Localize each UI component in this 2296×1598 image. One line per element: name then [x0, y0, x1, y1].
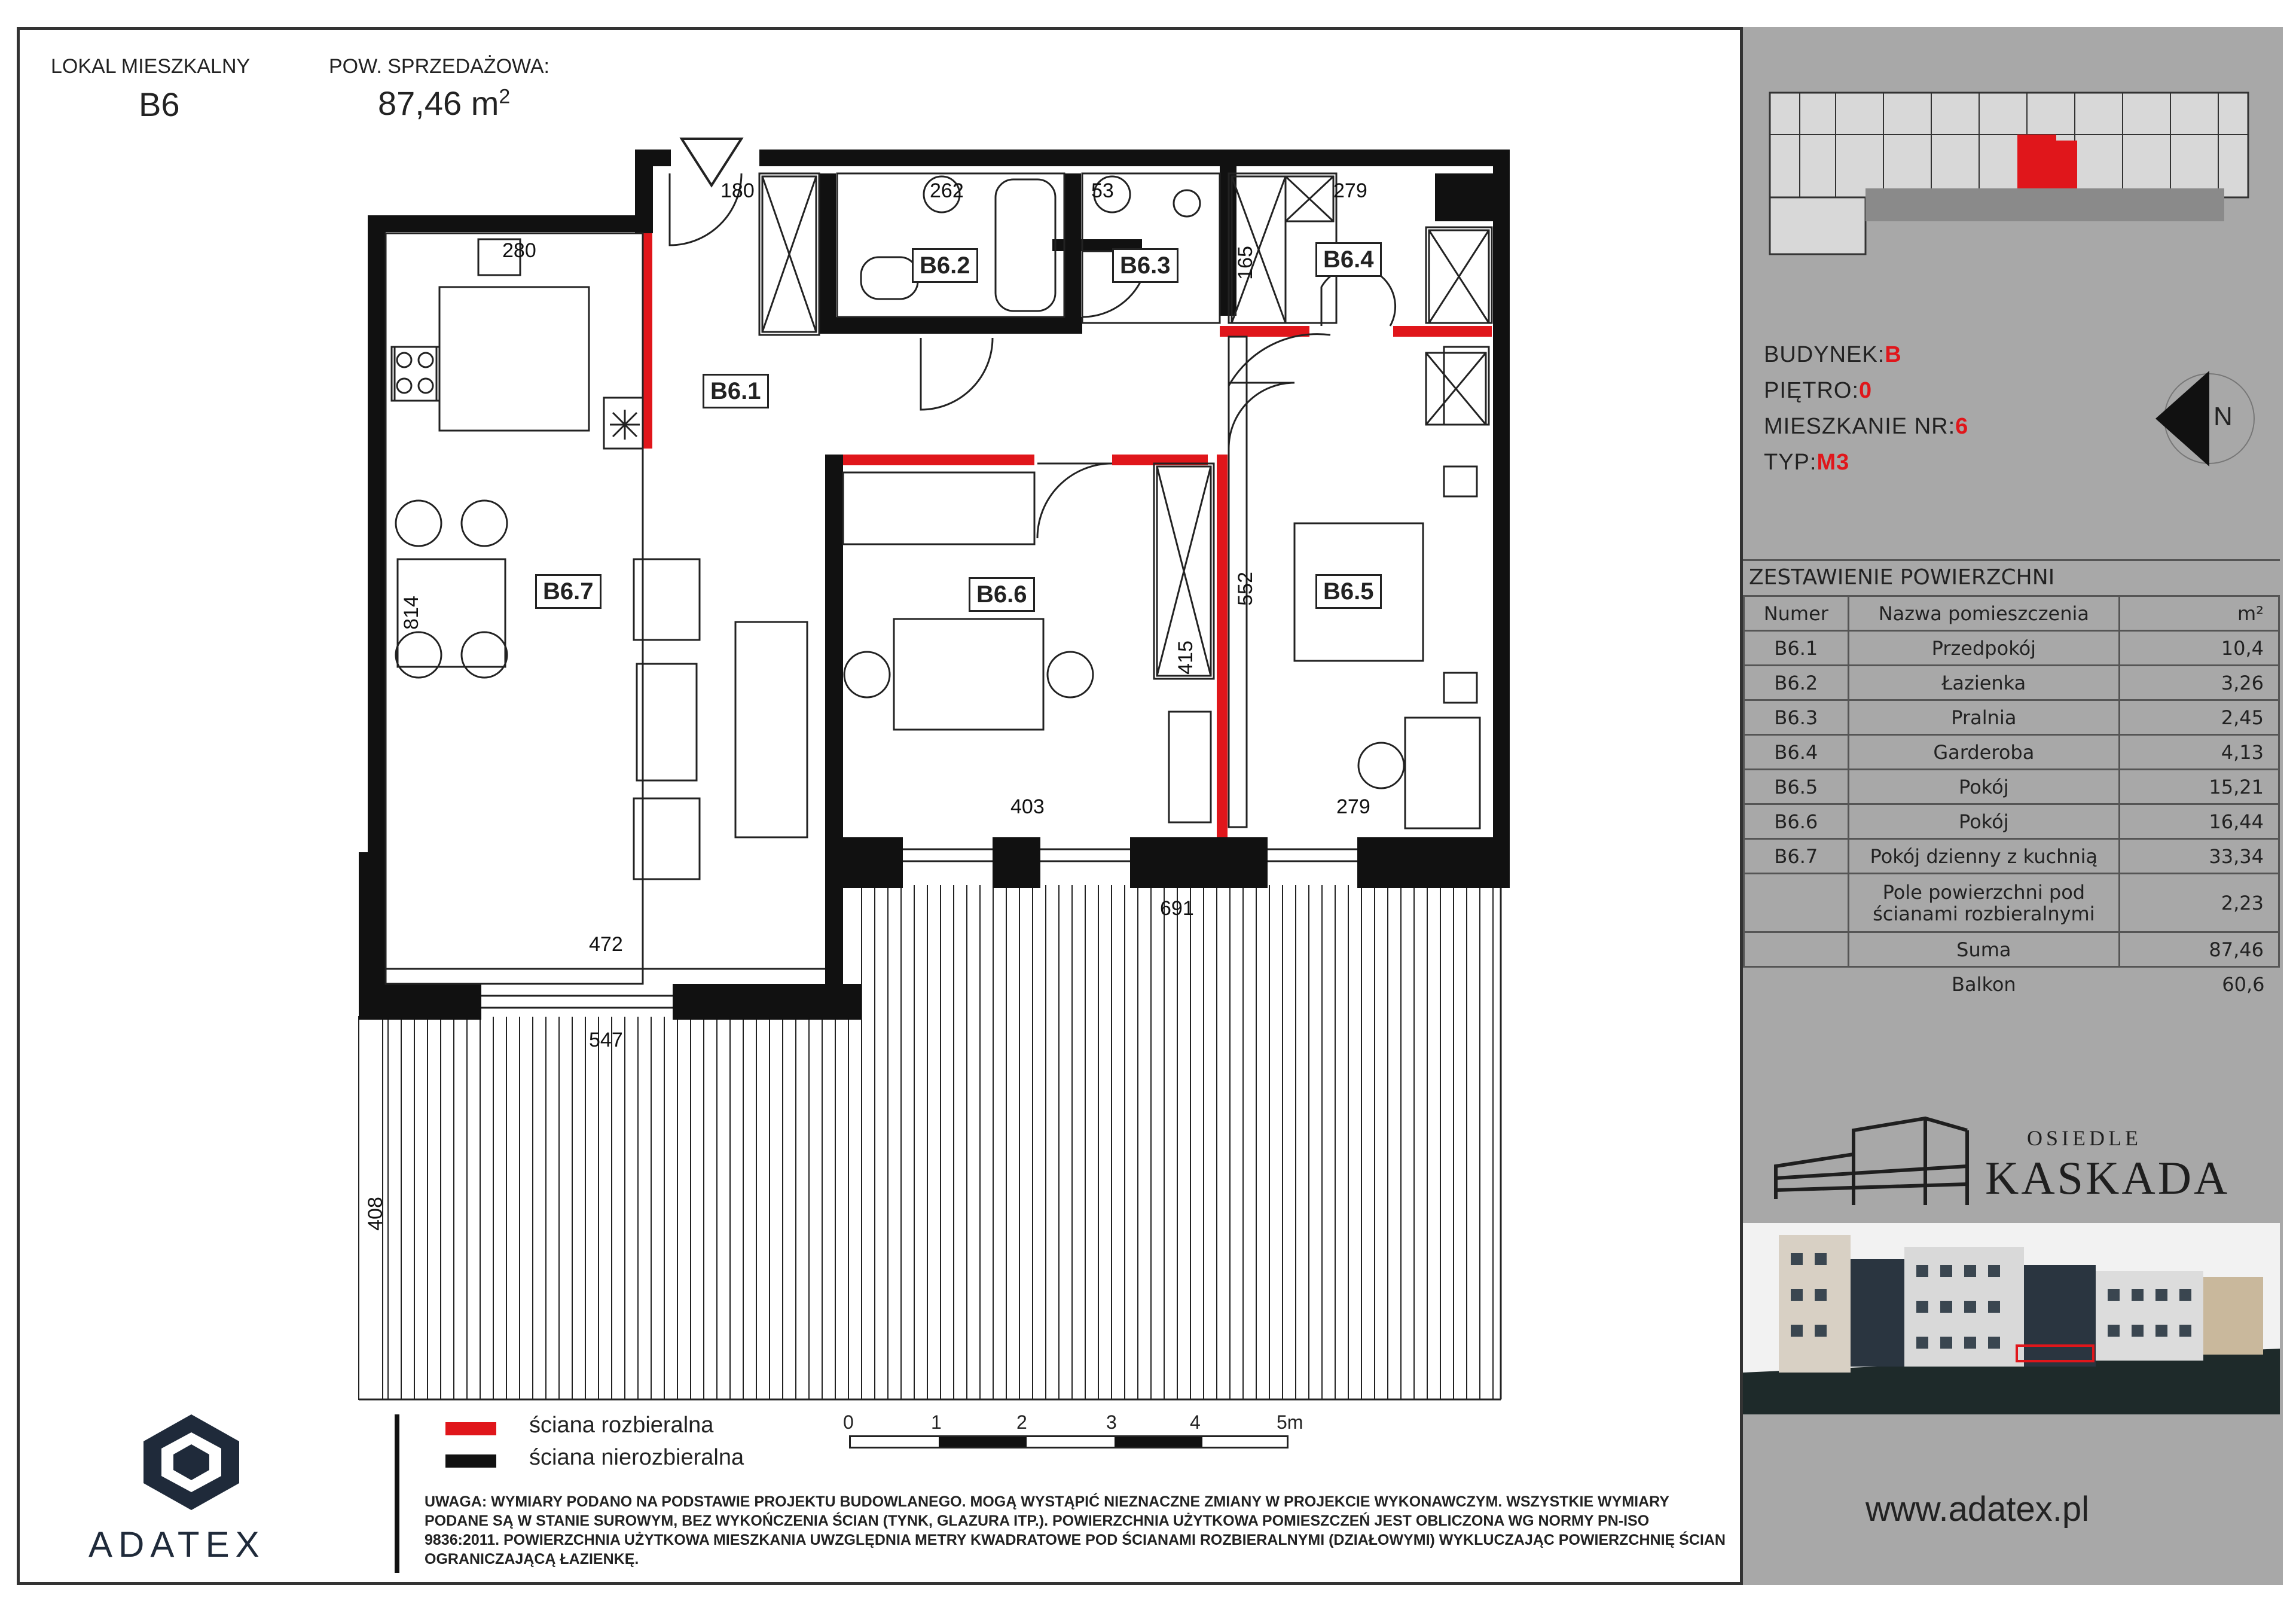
dim-691: 691: [1160, 897, 1194, 920]
unit-id: B6: [139, 86, 180, 123]
col-unit: m²: [2120, 596, 2279, 631]
scale-label-4: 4: [1190, 1411, 1201, 1433]
table-row: [1744, 874, 2279, 932]
legend-non-removable-swatch: [445, 1454, 496, 1468]
dim-408: 408: [364, 1197, 387, 1231]
dim-165: 165: [1234, 246, 1257, 280]
doors: [670, 173, 1396, 538]
scale-label-0: 0: [843, 1411, 854, 1433]
legend-divider: [395, 1414, 399, 1573]
row-value: 10,4: [2120, 631, 2279, 666]
north-label: N: [2213, 402, 2233, 431]
row-value: 3,26: [2120, 666, 2279, 700]
row-value: 15,21: [2120, 770, 2279, 804]
legend-removable-swatch: [445, 1422, 496, 1435]
legend-non-removable-label: ściana nierozbieralna: [529, 1445, 744, 1470]
sum-label: Suma: [1848, 932, 2119, 967]
table-row: [1744, 770, 2279, 804]
table-row-balcony: [1744, 967, 2279, 1001]
row-number: [1744, 874, 1849, 932]
dim-403: 403: [1010, 795, 1045, 818]
info-building-value: B: [1885, 342, 1902, 367]
info-floor-value: 0: [1859, 378, 1873, 403]
col-number: Numer: [1744, 596, 1849, 631]
col-name: Nazwa pomieszczenia: [1848, 596, 2119, 631]
room-label-b67: B6.7: [535, 574, 602, 609]
row-name: Pokój: [1848, 804, 2119, 839]
info-building-label: BUDYNEK:: [1764, 342, 1885, 367]
info-floor-label: PIĘTRO:: [1764, 378, 1860, 403]
company-name: ADATEX: [88, 1524, 265, 1565]
row-number: B6.5: [1744, 770, 1849, 804]
area-value-sup: 2: [499, 85, 511, 108]
dim-814: 814: [399, 596, 423, 630]
dim-53: 53: [1091, 179, 1114, 202]
unit-label: LOKAL MIESZKALNY: [51, 55, 251, 78]
room-label-b61: B6.1: [703, 374, 769, 408]
room-label-b62: B6.2: [912, 248, 978, 283]
info-building: [1764, 342, 1902, 368]
scale-bar-segment: [1115, 1437, 1202, 1447]
table-row: [1744, 804, 2279, 839]
row-value: 2,23: [2120, 874, 2279, 932]
dim-180: 180: [720, 179, 755, 202]
scale-label-2: 2: [1016, 1411, 1027, 1433]
row-name: Pole powierzchni pod ścianami rozbieralnymi: [1848, 874, 2119, 932]
row-name: Pokój: [1848, 770, 2119, 804]
ventilation-icon: [610, 410, 640, 440]
balcony: [359, 885, 1501, 1399]
area-table-header: [1744, 596, 2279, 631]
row-number: B6.1: [1744, 631, 1849, 666]
room-label-b65: B6.5: [1315, 574, 1382, 609]
area-table-title: ZESTAWIENIE POWIERZCHNI: [1749, 565, 2055, 590]
website-link[interactable]: www.adatex.pl: [1866, 1490, 2089, 1529]
sum-blank: [1744, 932, 1849, 967]
area-table-divider: [1743, 559, 2280, 561]
info-apartment: [1764, 414, 1968, 440]
dim-279-bottom: 279: [1336, 795, 1370, 818]
dim-415: 415: [1174, 641, 1197, 675]
scale-bar-segment: [939, 1437, 1027, 1447]
row-name: Pralnia: [1848, 700, 2119, 735]
row-value: 16,44: [2120, 804, 2279, 839]
table-row: [1744, 700, 2279, 735]
row-name: Łazienka: [1848, 666, 2119, 700]
building-render: [1743, 1223, 2280, 1414]
cooktop-icon: [392, 347, 439, 401]
dim-547: 547: [589, 1029, 623, 1051]
dim-472: 472: [589, 933, 623, 956]
info-type-value: M3: [1816, 450, 1850, 475]
scale-label-1: 1: [931, 1411, 942, 1433]
balcony-value: 60,6: [2222, 972, 2265, 996]
estate-small-label: OSIEDLE: [2027, 1126, 2142, 1150]
legend-removable-label: ściana rozbieralna: [529, 1413, 714, 1438]
row-value: 33,34: [2120, 839, 2279, 874]
info-apartment-label: MIESZKANIE NR:: [1764, 414, 1956, 439]
row-number: B6.4: [1744, 735, 1849, 770]
scale-label-5m: 5m: [1277, 1411, 1303, 1433]
row-number: B6.3: [1744, 700, 1849, 735]
balcony-blank: [1744, 967, 1849, 1001]
dim-279-top: 279: [1333, 179, 1367, 202]
row-number: B6.7: [1744, 839, 1849, 874]
row-number: B6.6: [1744, 804, 1849, 839]
room-label-b64: B6.4: [1315, 242, 1382, 277]
row-name: Garderoba: [1848, 735, 2119, 770]
table-row: [1744, 735, 2279, 770]
info-type-label: TYP:: [1764, 450, 1817, 475]
balcony-label: Balkon: [1951, 972, 2016, 996]
area-table: [1743, 595, 2280, 1001]
adatex-logo-icon: [132, 1411, 251, 1513]
row-name: Pokój dzienny z kuchnią: [1848, 839, 2119, 874]
table-row-sum: [1744, 932, 2279, 967]
scale-label-3: 3: [1106, 1411, 1117, 1433]
row-number: B6.2: [1744, 666, 1849, 700]
sum-value: 87,46: [2120, 932, 2279, 967]
row-value: 2,45: [2120, 700, 2279, 735]
row-name: Przedpokój: [1848, 631, 2119, 666]
estate-name: KASKADA: [1985, 1152, 2230, 1204]
area-label: POW. SPRZEDAŻOWA:: [329, 55, 549, 78]
area-value-number: 87,46 m: [378, 84, 499, 122]
north-arrow-icon: [2150, 365, 2257, 472]
key-plan: [1764, 69, 2254, 266]
dim-262: 262: [930, 179, 964, 202]
table-row: [1744, 666, 2279, 700]
info-type: [1764, 450, 1849, 475]
table-row: [1744, 631, 2279, 666]
entrance-arrow-icon: [682, 139, 741, 185]
info-apartment-value: 6: [1955, 414, 1969, 439]
row-value: 4,13: [2120, 735, 2279, 770]
dim-552: 552: [1234, 572, 1257, 606]
table-row: [1744, 839, 2279, 874]
room-label-b63: B6.3: [1112, 248, 1178, 283]
disclaimer-note: UWAGA: WYMIARY PODANO NA PODSTAWIE PROJEKTU BUDOWLANEGO. MOGĄ WYSTĄPIĆ NIEZNACZNE ZMIANY W PROJEKCIE WYKONAWCZYM. WSZYSTKIE WYMIARY PODANE SĄ W STANIE SUROWYM, BEZ WYKOŃCZENIA ŚCIAN (TYNK, GLAZURA ITP.). POWIERZCHNIA UŻYTKOWA POMIESZCZEŃ JEST OBLICZONA WG NORMY PN-ISO 9836:2011. POWIERZCHNIA UŻYTKOWA MIESZKANIA UWZGLĘDNIA METRY KWADRATOWE POD ŚCIANAMI ROZBIERALNYMI (DZIAŁOWYMI) WYKLUCZAJĄC POWIERZCHNIĘ ŚCIAN OGRANICZAJĄCĄ ŁAZIENKĘ.: [425, 1493, 1726, 1567]
info-floor: [1764, 378, 1872, 404]
room-label-b66: B6.6: [969, 577, 1035, 612]
scale-bar: [849, 1435, 1289, 1448]
dim-280: 280: [502, 239, 536, 262]
